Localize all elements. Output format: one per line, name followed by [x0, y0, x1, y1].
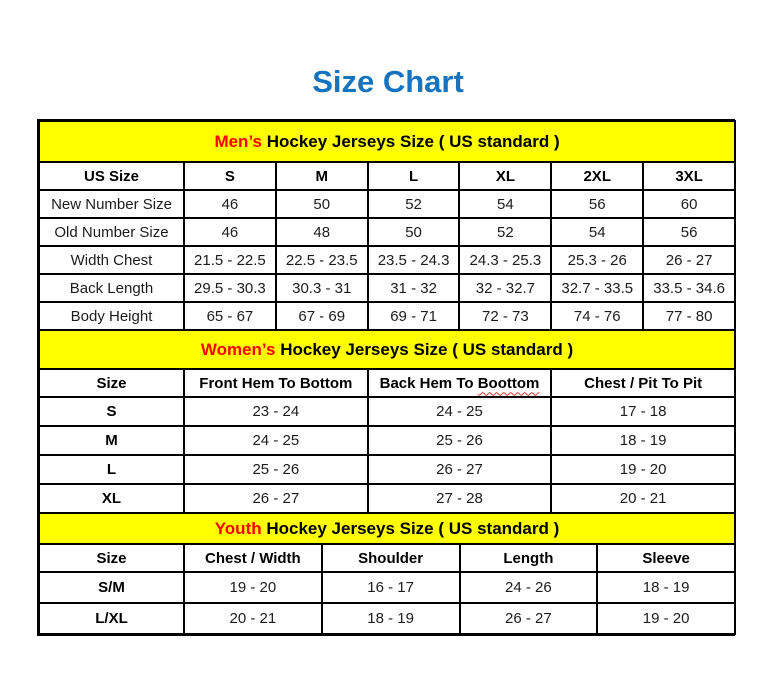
mens-size-value: 29.5 - 30.3 — [184, 274, 276, 302]
mens-size-value: 77 - 80 — [643, 302, 735, 330]
womens-size-value: 24 - 25 — [184, 426, 368, 455]
womens-size-value: 27 - 28 — [368, 484, 552, 513]
mens-band-text: Hockey Jerseys Size ( US standard ) — [261, 131, 560, 151]
youth-size-value: 20 - 21 — [184, 603, 322, 634]
womens-row-m — [39, 426, 735, 455]
mens-size-value: 24.3 - 25.3 — [459, 246, 551, 274]
youth-size-value: 24 - 26 — [460, 572, 598, 603]
youth-col-shoulder: Shoulder — [322, 544, 460, 572]
womens-size-value: 25 - 26 — [184, 455, 368, 484]
mens-size-value: 72 - 73 — [459, 302, 551, 330]
womens-row-s — [39, 397, 735, 426]
mens-row-body-height — [39, 302, 735, 330]
mens-size-value: 74 - 76 — [551, 302, 643, 330]
mens-size-value: 31 - 32 — [368, 274, 460, 302]
youth-header-row — [39, 544, 735, 572]
womens-row-label: L — [39, 455, 184, 484]
mens-col-m: M — [276, 162, 368, 190]
mens-row-label: New Number Size — [39, 190, 184, 218]
youth-col-sleeve: Sleeve — [597, 544, 735, 572]
womens-row-label: XL — [39, 484, 184, 513]
mens-size-value: 22.5 - 23.5 — [276, 246, 368, 274]
youth-section-band — [39, 513, 735, 544]
mens-row-back-length — [39, 274, 735, 302]
youth-band-row — [39, 513, 735, 544]
mens-size-value: 67 - 69 — [276, 302, 368, 330]
womens-col-front-hem-to-bottom: Front Hem To Bottom — [184, 369, 368, 397]
womens-row-xl — [39, 484, 735, 513]
mens-col-2xl: 2XL — [551, 162, 643, 190]
youth-row-label: S/M — [39, 572, 184, 603]
womens-size-value: 23 - 24 — [184, 397, 368, 426]
mens-size-value: 69 - 71 — [368, 302, 460, 330]
mens-col-3xl: 3XL — [643, 162, 735, 190]
youth-size-value: 19 - 20 — [184, 572, 322, 603]
mens-row-width-chest — [39, 246, 735, 274]
mens-row-label: Back Length — [39, 274, 184, 302]
womens-size-value: 24 - 25 — [368, 397, 552, 426]
womens-size-value: 26 - 27 — [368, 455, 552, 484]
mens-col-xl: XL — [459, 162, 551, 190]
mens-size-value: 52 — [368, 190, 460, 218]
youth-band-text: Hockey Jerseys Size ( US standard ) — [261, 518, 560, 538]
mens-size-value: 65 - 67 — [184, 302, 276, 330]
womens-size-value: 25 - 26 — [368, 426, 552, 455]
mens-size-value: 26 - 27 — [643, 246, 735, 274]
womens-row-label: M — [39, 426, 184, 455]
mens-row-new-number-size — [39, 190, 735, 218]
size-table-mens — [38, 120, 736, 331]
womens-col-size: Size — [39, 369, 184, 397]
mens-size-value: 23.5 - 24.3 — [368, 246, 460, 274]
youth-row-s-m — [39, 572, 735, 603]
womens-row-label: S — [39, 397, 184, 426]
womens-size-value: 19 - 20 — [551, 455, 735, 484]
mens-band-highlight: Men’s — [214, 131, 262, 151]
mens-row-old-number-size — [39, 218, 735, 246]
mens-col-l: L — [368, 162, 460, 190]
mens-band-row — [39, 121, 735, 162]
mens-size-value: 50 — [276, 190, 368, 218]
size-table-youth — [38, 512, 736, 635]
mens-size-value: 56 — [551, 190, 643, 218]
womens-size-value: 20 - 21 — [551, 484, 735, 513]
mens-section-band — [39, 121, 735, 162]
mens-header-row — [39, 162, 735, 190]
size-table-womens — [38, 329, 736, 514]
page-title: Size Chart — [312, 64, 464, 99]
mens-size-value: 32.7 - 33.5 — [551, 274, 643, 302]
mens-size-value: 33.5 - 34.6 — [643, 274, 735, 302]
mens-size-value: 60 — [643, 190, 735, 218]
mens-row-label: Old Number Size — [39, 218, 184, 246]
youth-row-label: L/XL — [39, 603, 184, 634]
womens-size-value: 18 - 19 — [551, 426, 735, 455]
youth-size-value: 18 - 19 — [597, 572, 735, 603]
womens-row-l — [39, 455, 735, 484]
womens-section-band — [39, 330, 735, 369]
mens-size-value: 46 — [184, 218, 276, 246]
mens-size-value: 48 — [276, 218, 368, 246]
youth-size-value: 18 - 19 — [322, 603, 460, 634]
womens-band-row — [39, 330, 735, 369]
mens-size-value: 46 — [184, 190, 276, 218]
mens-row-label: Width Chest — [39, 246, 184, 274]
womens-col-chest-pit-to-pit: Chest / Pit To Pit — [551, 369, 735, 397]
mens-size-value: 32 - 32.7 — [459, 274, 551, 302]
mens-size-value: 52 — [459, 218, 551, 246]
womens-band-highlight: Women’s — [200, 339, 276, 359]
youth-col-chest-width: Chest / Width — [184, 544, 322, 572]
mens-size-value: 54 — [459, 190, 551, 218]
mens-size-value: 50 — [368, 218, 460, 246]
mens-size-value: 21.5 - 22.5 — [184, 246, 276, 274]
mens-size-value: 56 — [643, 218, 735, 246]
misspelled-word: Boottom — [477, 374, 540, 392]
mens-row-label: Body Height — [39, 302, 184, 330]
womens-size-value: 17 - 18 — [551, 397, 735, 426]
mens-col-s: S — [184, 162, 276, 190]
womens-size-value: 26 - 27 — [184, 484, 368, 513]
youth-row-l-xl — [39, 603, 735, 634]
youth-size-value: 19 - 20 — [597, 603, 735, 634]
womens-header-row — [39, 369, 735, 397]
youth-col-length: Length — [460, 544, 598, 572]
youth-col-size: Size — [39, 544, 184, 572]
mens-size-value: 30.3 - 31 — [276, 274, 368, 302]
womens-band-text: Hockey Jerseys Size ( US standard ) — [275, 339, 574, 359]
youth-band-highlight: Youth — [214, 518, 262, 538]
size-chart-tables — [37, 119, 735, 636]
youth-size-value: 26 - 27 — [460, 603, 598, 634]
mens-size-value: 25.3 - 26 — [551, 246, 643, 274]
womens-col-back-hem-to-boottom: Back Hem To Boottom — [368, 369, 552, 397]
youth-size-value: 16 - 17 — [322, 572, 460, 603]
mens-size-value: 54 — [551, 218, 643, 246]
mens-col-us-size: US Size — [39, 162, 184, 190]
